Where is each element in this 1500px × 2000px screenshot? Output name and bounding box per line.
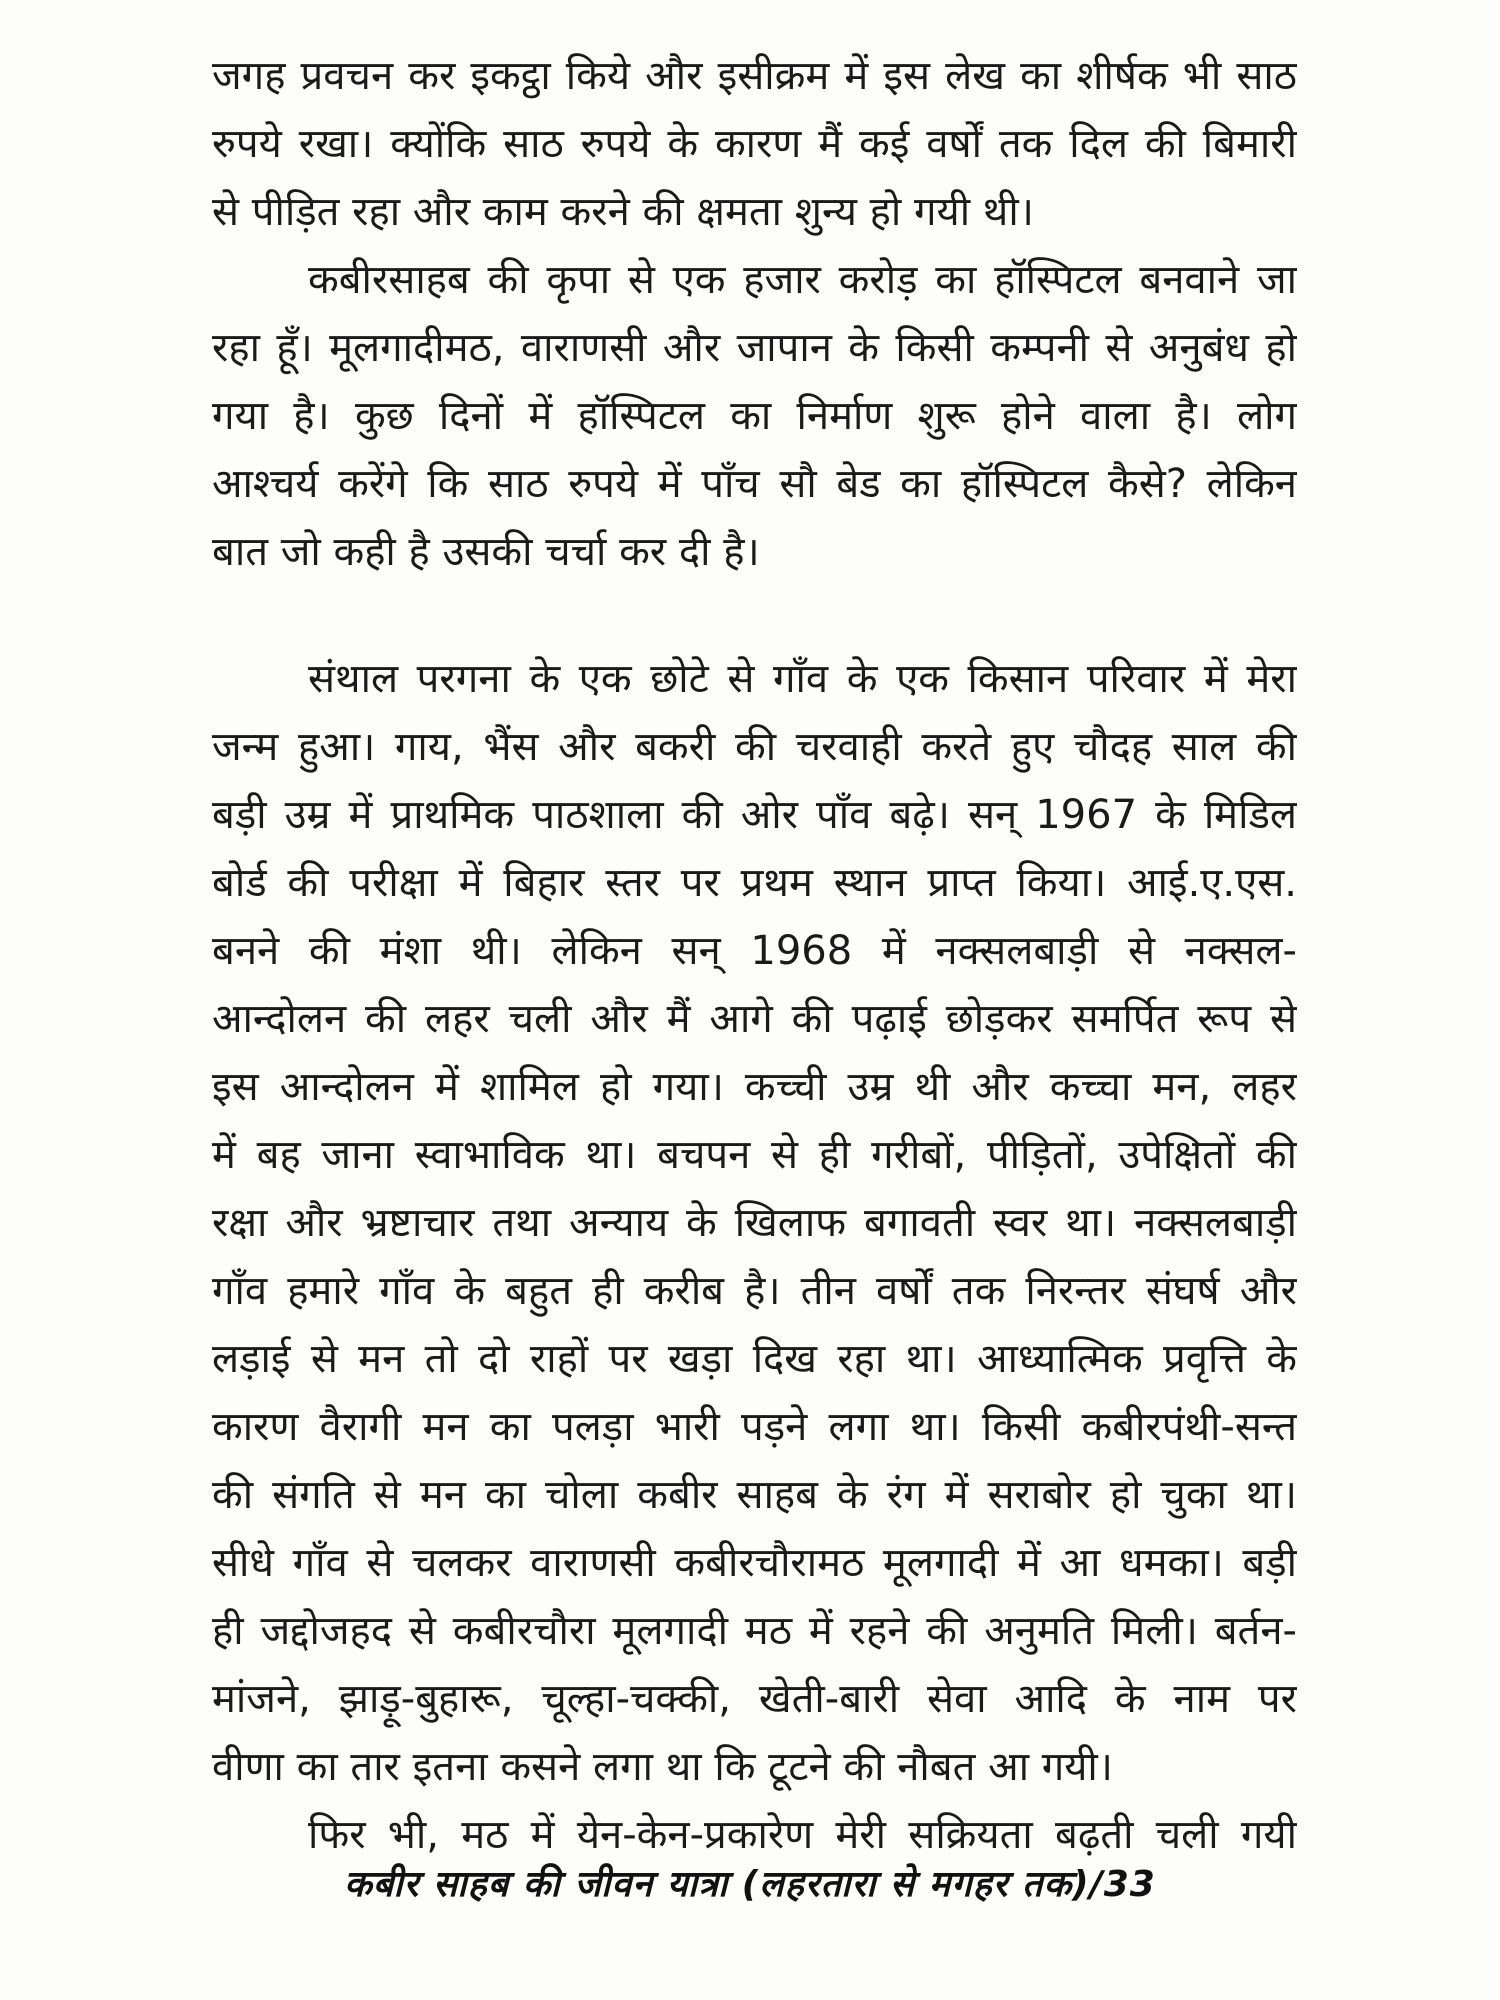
text-line: बड़ी उम्र में प्राथमिक पाठशाला की ओर पाँव बढ़े। सन् 1967 के मिडिल [212, 792, 1297, 838]
text-line: की संगति से मन का चोला कबीर साहब के रंग में सराबोर हो चुका था। [212, 1472, 1297, 1518]
text-line: बनने की मंशा थी। लेकिन सन् 1968 में नक्सलबाड़ी से नक्सल- [212, 928, 1297, 974]
text-line: रुपये रखा। क्योंकि साठ रुपये के कारण मैं कई वर्षों तक दिल की बिमारी [212, 121, 1297, 167]
text-block-top [212, 42, 1297, 586]
text-line: बात जो कही है उसकी चर्चा कर दी है। [212, 529, 760, 575]
text-line: ही जद्दोजहद से कबीरचौरा मूलगादी मठ में रहने की अनुमति मिली। बर्तन- [212, 1608, 1297, 1654]
text-line: जन्म हुआ। गाय, भैंस और बकरी की चरवाही करते हुए चौदह साल की [212, 724, 1297, 770]
text-line: रहा हूँ। मूलगादीमठ, वाराणसी और जापान के किसी कम्पनी से अनुबंध हो [212, 325, 1297, 371]
text-line: में बह जाना स्वाभाविक था। बचपन से ही गरीबों, पीड़ितों, उपेक्षितों की [212, 1132, 1297, 1178]
text-line: आश्चर्य करेंगे कि साठ रुपये में पाँच सौ बेड का हॉस्पिटल कैसे? लेकिन [212, 461, 1297, 507]
text-line: गया है। कुछ दिनों में हॉस्पिटल का निर्माण शुरू होने वाला है। लोग [212, 393, 1297, 439]
text-line: आन्दोलन की लहर चली और मैं आगे की पढ़ाई छोड़कर समर्पित रूप से [212, 996, 1297, 1042]
text-line: इस आन्दोलन में शामिल हो गया। कच्ची उम्र थी और कच्चा मन, लहर [212, 1064, 1297, 1110]
text-line: गाँव हमारे गाँव के बहुत ही करीब है। तीन वर्षों तक निरन्तर संघर्ष और [212, 1268, 1297, 1314]
page-footer: कबीर साहब की जीवन यात्रा (लहरतारा से मगहर तक)/33 [344, 1864, 1156, 1905]
text-line: कबीरसाहब की कृपा से एक हजार करोड़ का हॉस्पिटल बनवाने जा [308, 257, 1297, 303]
text-line: लड़ाई से मन तो दो राहों पर खड़ा दिख रहा था। आध्यात्मिक प्रवृत्ति के [212, 1336, 1297, 1382]
text-line: वीणा का तार इतना कसने लगा था कि टूटने की नौबत आ गयी। [212, 1744, 1113, 1790]
text-line: बोर्ड की परीक्षा में बिहार स्तर पर प्रथम स्थान प्राप्त किया। आई.ए.एस. [212, 860, 1297, 906]
text-line: से पीड़ित रहा और काम करने की क्षमता शुन्य हो गयी थी। [212, 189, 1034, 235]
text-line: फिर भी, मठ में येन-केन-प्रकारेण मेरी सक्रियता बढ़ती चली गयी [308, 1812, 1297, 1858]
text-line: संथाल परगना के एक छोटे से गाँव के एक किसान परिवार में मेरा [308, 656, 1297, 702]
text-line: सीधे गाँव से चलकर वाराणसी कबीरचौरामठ मूलगादी में आ धमका। बड़ी [212, 1540, 1297, 1586]
text-line: मांजने, झाड़ू-बुहारू, चूल्हा-चक्की, खेती-बारी सेवा आदि के नाम पर [212, 1676, 1297, 1722]
text-line: रक्षा और भ्रष्टाचार तथा अन्याय के खिलाफ बगावती स्वर था। नक्सलबाड़ी [212, 1200, 1297, 1246]
text-line: कारण वैरागी मन का पलड़ा भारी पड़ने लगा था। किसी कबीरपंथी-सन्त [212, 1404, 1297, 1450]
text-block-bottom [212, 645, 1297, 1869]
text-line: जगह प्रवचन कर इकट्ठा किये और इसीक्रम में इस लेख का शीर्षक भी साठ [212, 53, 1297, 99]
